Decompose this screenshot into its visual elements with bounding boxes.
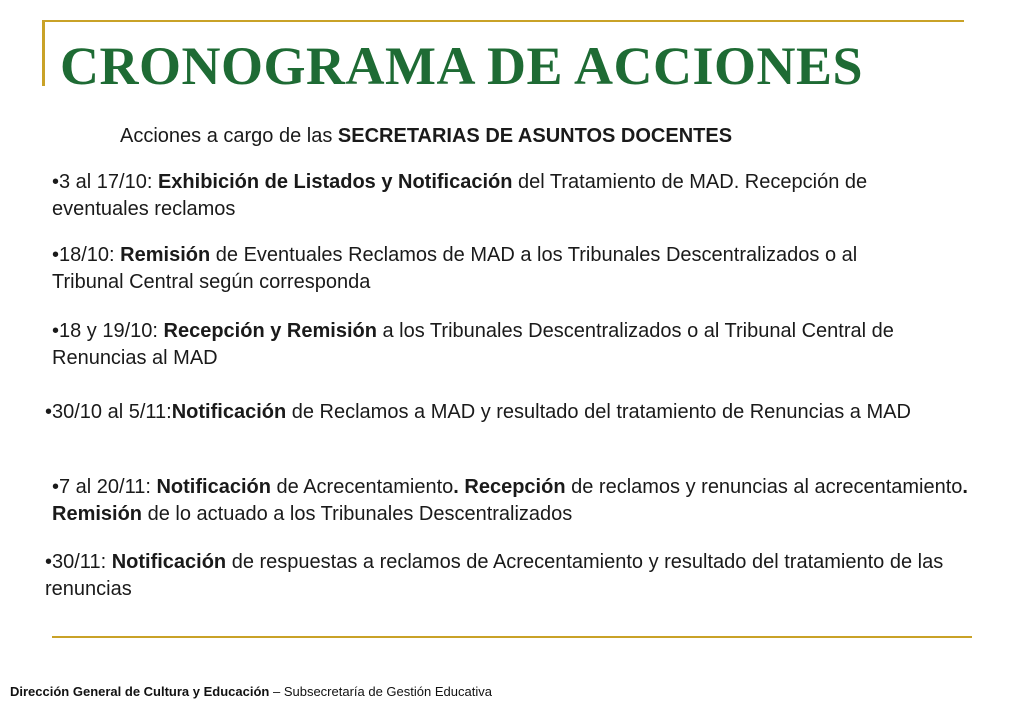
slide-subtitle [120, 123, 732, 149]
subtitle-bold: SECRETARIAS DE ASUNTOS DOCENTES [337, 125, 733, 147]
item-text-segment: de Eventuales Reclamos de MAD a los Tribunales Descentralizados o al Tribunal Central según corresponda [52, 244, 858, 293]
item-text-segment: •18 y 19/10: [52, 320, 164, 342]
schedule-item-6 [45, 549, 975, 603]
bottom-gold-rule [52, 636, 972, 638]
slide-footer [10, 684, 492, 700]
schedule-item-4 [45, 399, 945, 426]
schedule-item-5 [52, 474, 982, 528]
item-text-segment: del Tratamiento de MAD. Recepción de eventuales reclamos [52, 171, 868, 220]
subtitle-prefix: Acciones a cargo de las [120, 125, 338, 147]
item-bold-segment: Remisión [120, 244, 211, 266]
schedule-item-3 [52, 318, 952, 372]
item-bold-segment: Recepción y Remisión [163, 320, 377, 342]
top-gold-rule [42, 20, 964, 22]
item-text-segment: de reclamos y renuncias al acrecentamiento [565, 476, 963, 498]
item-text-segment: •30/10 al 5/11: [45, 401, 172, 423]
item-bold-segment: . Remisión [52, 476, 968, 525]
item-text-segment: de Reclamos a MAD y resultado del tratamiento de Renuncias a MAD [286, 401, 911, 423]
footer-org: Dirección General de Cultura y Educación [10, 684, 270, 699]
item-bold-segment: Notificación [111, 551, 227, 573]
item-bold-segment: Notificación [171, 401, 287, 423]
item-text-segment: de respuestas a reclamos de Acrecentamiento y resultado del tratamiento de las renuncias [45, 551, 944, 600]
schedule-item-1 [52, 169, 932, 223]
footer-sub: – Subsecretaría de Gestión Educativa [269, 684, 492, 699]
item-text-segment: de Acrecentamiento [270, 476, 454, 498]
item-bold-segment: . Recepción [453, 476, 566, 498]
item-text-segment: •3 al 17/10: [52, 171, 158, 193]
left-gold-rule [42, 20, 45, 86]
item-text-segment: de lo actuado a los Tribunales Descentralizados [142, 503, 573, 525]
item-text-segment: •18/10: [52, 244, 121, 266]
slide-title: CRONOGRAMA DE ACCIONES [60, 36, 864, 96]
item-text-segment: •30/11: [45, 551, 112, 573]
item-bold-segment: Exhibición de Listados y Notificación [157, 171, 513, 193]
schedule-item-2 [52, 242, 932, 296]
item-bold-segment: Notificación [156, 476, 271, 498]
item-text-segment: a los Tribunales Descentralizados o al Tribunal Central de Renuncias al MAD [52, 320, 894, 369]
item-text-segment: •7 al 20/11: [52, 476, 157, 498]
